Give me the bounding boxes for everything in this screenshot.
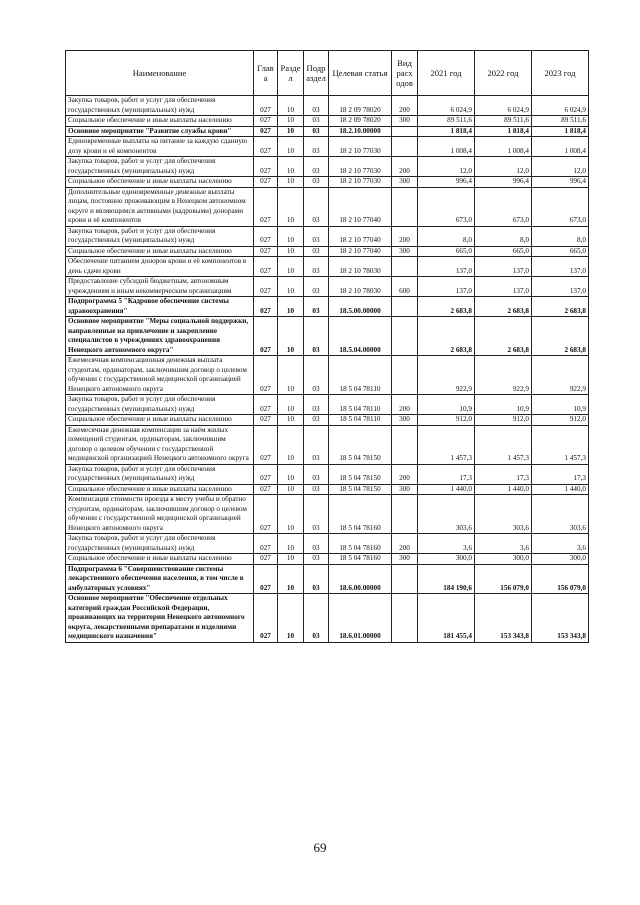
row-amount-2021-cell: 996,4: [418, 177, 475, 188]
row-glava-cell: 027: [254, 594, 278, 643]
row-amount-2022-cell: 2 683,8: [475, 317, 532, 356]
row-name-cell: Закупка товаров, работ и услуг для обеспечения государственных (муниципальных) нужд: [66, 157, 254, 177]
row-amount-2021-cell: 137,0: [418, 257, 475, 277]
row-podrazdel-cell: 03: [304, 484, 329, 495]
row-expense-type-cell: 200: [392, 395, 418, 415]
row-name-cell: Закупка товаров, работ и услуг для обеспечения государственных (муниципальных) нужд: [66, 226, 254, 246]
row-razdel-cell: 10: [278, 464, 304, 484]
row-target-article-cell: 18 2 10 77030: [329, 157, 392, 177]
row-target-article-cell: 18.2.10.00000: [329, 126, 392, 137]
row-podrazdel-cell: 03: [304, 177, 329, 188]
table-row: [66, 177, 589, 188]
row-razdel-cell: 10: [278, 554, 304, 565]
row-amount-2022-cell: 12,0: [475, 157, 532, 177]
row-amount-2021-cell: 665,0: [418, 246, 475, 257]
row-target-article-cell: 18 2 10 77040: [329, 246, 392, 257]
row-amount-2023-cell: 300,0: [532, 554, 589, 565]
row-amount-2021-cell: 303,6: [418, 495, 475, 534]
table-row: [66, 126, 589, 137]
row-target-article-cell: 18.6.00.00000: [329, 564, 392, 594]
row-razdel-cell: 10: [278, 564, 304, 594]
row-target-article-cell: 18 5 04 78160: [329, 495, 392, 534]
row-amount-2022-cell: 17,3: [475, 464, 532, 484]
row-name-cell: Социальное обеспечение и иные выплаты населению: [66, 246, 254, 257]
row-expense-type-cell: 300: [392, 246, 418, 257]
row-amount-2023-cell: 303,6: [532, 495, 589, 534]
row-target-article-cell: 18 2 10 78030: [329, 257, 392, 277]
budget-table-sheet: [65, 50, 588, 643]
row-glava-cell: 027: [254, 177, 278, 188]
row-amount-2022-cell: 912,0: [475, 415, 532, 426]
row-amount-2021-cell: 300,0: [418, 554, 475, 565]
row-razdel-cell: 10: [278, 257, 304, 277]
row-podrazdel-cell: 03: [304, 246, 329, 257]
row-razdel-cell: 10: [278, 484, 304, 495]
row-amount-2022-cell: 137,0: [475, 257, 532, 277]
table-row: [66, 534, 589, 554]
row-amount-2023-cell: 10,9: [532, 395, 589, 415]
row-glava-cell: 027: [254, 554, 278, 565]
row-razdel-cell: 10: [278, 297, 304, 317]
row-podrazdel-cell: 03: [304, 464, 329, 484]
row-expense-type-cell: 200: [392, 157, 418, 177]
row-glava-cell: 027: [254, 564, 278, 594]
row-target-article-cell: 18 5 04 78160: [329, 534, 392, 554]
row-razdel-cell: 10: [278, 594, 304, 643]
row-amount-2022-cell: 1 440,0: [475, 484, 532, 495]
row-glava-cell: 027: [254, 425, 278, 464]
row-amount-2021-cell: 1 457,3: [418, 425, 475, 464]
row-target-article-cell: 18 5 04 78150: [329, 425, 392, 464]
row-target-article-cell: 18.5.00.00000: [329, 297, 392, 317]
budget-table: [65, 50, 589, 643]
row-glava-cell: 027: [254, 157, 278, 177]
row-amount-2023-cell: 1 008,4: [532, 137, 589, 157]
row-amount-2021-cell: 673,0: [418, 187, 475, 226]
row-amount-2023-cell: 1 440,0: [532, 484, 589, 495]
row-expense-type-cell: 300: [392, 484, 418, 495]
row-amount-2023-cell: 2 683,8: [532, 317, 589, 356]
row-razdel-cell: 10: [278, 534, 304, 554]
row-expense-type-cell: [392, 564, 418, 594]
row-glava-cell: 027: [254, 137, 278, 157]
row-amount-2022-cell: 665,0: [475, 246, 532, 257]
table-row: [66, 137, 589, 157]
table-row: [66, 116, 589, 127]
row-name-cell: Социальное обеспечение и иные выплаты населению: [66, 177, 254, 188]
row-podrazdel-cell: 03: [304, 157, 329, 177]
header-glava: Глав а: [254, 51, 278, 96]
row-amount-2023-cell: 12,0: [532, 157, 589, 177]
row-target-article-cell: 18 5 04 78110: [329, 356, 392, 395]
row-amount-2021-cell: 17,3: [418, 464, 475, 484]
row-podrazdel-cell: 03: [304, 96, 329, 116]
row-amount-2023-cell: 8,0: [532, 226, 589, 246]
row-amount-2021-cell: 2 683,8: [418, 317, 475, 356]
row-razdel-cell: 10: [278, 226, 304, 246]
row-podrazdel-cell: 03: [304, 126, 329, 137]
row-amount-2021-cell: 12,0: [418, 157, 475, 177]
row-razdel-cell: 10: [278, 395, 304, 415]
row-podrazdel-cell: 03: [304, 564, 329, 594]
row-expense-type-cell: [392, 137, 418, 157]
header-year-2023: 2023 год: [532, 51, 589, 96]
row-podrazdel-cell: 03: [304, 425, 329, 464]
row-glava-cell: 027: [254, 356, 278, 395]
row-glava-cell: 027: [254, 495, 278, 534]
row-expense-type-cell: 200: [392, 96, 418, 116]
row-target-article-cell: 18 2 10 78030: [329, 277, 392, 297]
row-target-article-cell: 18.5.04.00000: [329, 317, 392, 356]
table-row: [66, 356, 589, 395]
row-glava-cell: 027: [254, 226, 278, 246]
row-target-article-cell: 18 5 04 78110: [329, 395, 392, 415]
row-name-cell: Закупка товаров, работ и услуг для обеспечения государственных (муниципальных) нужд: [66, 534, 254, 554]
row-name-cell: Предоставление субсидий бюджетным, автономным учреждениям и иным некоммерческим организациям: [66, 277, 254, 297]
header-year-2022: 2022 год: [475, 51, 532, 96]
row-name-cell: Единовременные выплаты на питание за каждую сданную дозу крови и её компонентов: [66, 137, 254, 157]
row-amount-2022-cell: 996,4: [475, 177, 532, 188]
row-amount-2021-cell: 1 440,0: [418, 484, 475, 495]
row-expense-type-cell: [392, 257, 418, 277]
row-glava-cell: 027: [254, 464, 278, 484]
row-glava-cell: 027: [254, 126, 278, 137]
page-number: 69: [313, 840, 327, 855]
table-row: [66, 495, 589, 534]
row-target-article-cell: 18 2 10 77040: [329, 226, 392, 246]
row-amount-2023-cell: 156 079,0: [532, 564, 589, 594]
row-expense-type-cell: [392, 297, 418, 317]
row-razdel-cell: 10: [278, 415, 304, 426]
row-podrazdel-cell: 03: [304, 297, 329, 317]
row-glava-cell: 027: [254, 96, 278, 116]
row-amount-2023-cell: 89 511,6: [532, 116, 589, 127]
row-target-article-cell: 18 2 10 77040: [329, 187, 392, 226]
row-amount-2022-cell: 1 457,3: [475, 425, 532, 464]
row-amount-2023-cell: 922,9: [532, 356, 589, 395]
row-razdel-cell: 10: [278, 187, 304, 226]
row-amount-2022-cell: 1 008,4: [475, 137, 532, 157]
row-amount-2023-cell: 665,0: [532, 246, 589, 257]
row-target-article-cell: 18 5 04 78160: [329, 554, 392, 565]
row-expense-type-cell: 200: [392, 226, 418, 246]
row-expense-type-cell: 300: [392, 116, 418, 127]
row-razdel-cell: 10: [278, 246, 304, 257]
row-glava-cell: 027: [254, 484, 278, 495]
row-amount-2021-cell: 2 683,8: [418, 297, 475, 317]
row-name-cell: Основное мероприятие "Меры социальной поддержки, направленные на привлечение и закрепление специалистов в учреждениях здравоохранения Ненецкого автономного округа": [66, 317, 254, 356]
row-razdel-cell: 10: [278, 425, 304, 464]
row-name-cell: Социальное обеспечение и иные выплаты населению: [66, 554, 254, 565]
row-amount-2022-cell: 137,0: [475, 277, 532, 297]
row-amount-2021-cell: 912,0: [418, 415, 475, 426]
header-name: Наименование: [66, 51, 254, 96]
row-razdel-cell: 10: [278, 317, 304, 356]
row-glava-cell: 027: [254, 395, 278, 415]
row-amount-2023-cell: 137,0: [532, 257, 589, 277]
row-amount-2023-cell: 1 818,4: [532, 126, 589, 137]
row-podrazdel-cell: 03: [304, 395, 329, 415]
row-amount-2023-cell: 6 024,9: [532, 96, 589, 116]
row-razdel-cell: 10: [278, 126, 304, 137]
row-amount-2022-cell: 673,0: [475, 187, 532, 226]
row-podrazdel-cell: 03: [304, 317, 329, 356]
row-expense-type-cell: [392, 187, 418, 226]
row-name-cell: Подпрограмма 6 "Совершенствование системы лекарственного обеспечения населения, в том числе в амбулаторных условиях": [66, 564, 254, 594]
table-row: [66, 157, 589, 177]
row-amount-2022-cell: 1 818,4: [475, 126, 532, 137]
table-row: [66, 484, 589, 495]
row-amount-2021-cell: 1 818,4: [418, 126, 475, 137]
table-row: [66, 425, 589, 464]
row-glava-cell: 027: [254, 246, 278, 257]
row-amount-2022-cell: 156 079,0: [475, 564, 532, 594]
table-row: [66, 277, 589, 297]
row-expense-type-cell: [392, 425, 418, 464]
header-podrazdel: Подр аздел: [304, 51, 329, 96]
row-amount-2023-cell: 3,6: [532, 534, 589, 554]
row-name-cell: Закупка товаров, работ и услуг для обеспечения государственных (муниципальных) нужд: [66, 395, 254, 415]
table-row: [66, 594, 589, 643]
row-amount-2021-cell: 922,9: [418, 356, 475, 395]
table-row: [66, 415, 589, 426]
row-razdel-cell: 10: [278, 177, 304, 188]
row-amount-2021-cell: 6 024,9: [418, 96, 475, 116]
row-expense-type-cell: 200: [392, 464, 418, 484]
row-name-cell: Дополнительные единовременные денежные выплаты лицам, постоянно проживающим в Ненецком автономном округе и являющимся активными (кадровыми) донорами крови и её компонентов: [66, 187, 254, 226]
row-podrazdel-cell: 03: [304, 257, 329, 277]
row-razdel-cell: 10: [278, 137, 304, 157]
row-amount-2021-cell: 181 455,4: [418, 594, 475, 643]
row-amount-2023-cell: 137,0: [532, 277, 589, 297]
row-glava-cell: 027: [254, 297, 278, 317]
table-header-row: [66, 51, 589, 96]
row-amount-2022-cell: 300,0: [475, 554, 532, 565]
row-amount-2022-cell: 10,9: [475, 395, 532, 415]
row-razdel-cell: 10: [278, 356, 304, 395]
row-podrazdel-cell: 03: [304, 356, 329, 395]
row-amount-2022-cell: 2 683,8: [475, 297, 532, 317]
row-amount-2023-cell: 2 683,8: [532, 297, 589, 317]
row-amount-2023-cell: 17,3: [532, 464, 589, 484]
row-glava-cell: 027: [254, 534, 278, 554]
table-row: [66, 257, 589, 277]
row-podrazdel-cell: 03: [304, 554, 329, 565]
row-expense-type-cell: [392, 356, 418, 395]
row-podrazdel-cell: 03: [304, 187, 329, 226]
row-target-article-cell: 18 5 04 78150: [329, 464, 392, 484]
row-podrazdel-cell: 03: [304, 137, 329, 157]
row-amount-2022-cell: 303,6: [475, 495, 532, 534]
row-name-cell: Основное мероприятие "Обеспечение отдельных категорий граждан Российской Федерации, проживающих на территории Ненецкого автономного округа, лекарственными препаратами и изделиями медицинского назначения": [66, 594, 254, 643]
row-podrazdel-cell: 03: [304, 116, 329, 127]
row-target-article-cell: 18 2 10 77030: [329, 137, 392, 157]
row-expense-type-cell: [392, 594, 418, 643]
row-razdel-cell: 10: [278, 96, 304, 116]
row-expense-type-cell: 300: [392, 177, 418, 188]
row-amount-2021-cell: 3,6: [418, 534, 475, 554]
row-name-cell: Социальное обеспечение и иные выплаты населению: [66, 116, 254, 127]
header-target-article: Целевая статья: [329, 51, 392, 96]
row-amount-2021-cell: 89 511,6: [418, 116, 475, 127]
row-amount-2022-cell: 3,6: [475, 534, 532, 554]
row-name-cell: Компенсация стоимости проезда к месту учебы и обратно студентам, ординаторам, заключившим договор о целевом обучении с государственной медицинской организацией Ненецкого автономного округа: [66, 495, 254, 534]
table-row: [66, 96, 589, 116]
row-amount-2021-cell: 8,0: [418, 226, 475, 246]
row-glava-cell: 027: [254, 317, 278, 356]
row-amount-2022-cell: 89 511,6: [475, 116, 532, 127]
row-expense-type-cell: 200: [392, 534, 418, 554]
row-amount-2022-cell: 8,0: [475, 226, 532, 246]
row-amount-2021-cell: 1 008,4: [418, 137, 475, 157]
row-name-cell: Ежемесячная компенсационная денежная выплата студентам, ординаторам, заключившим договор о целевом обучении с государственной медицинской организацией Ненецкого автономного округа: [66, 356, 254, 395]
row-name-cell: Социальное обеспечение и иные выплаты населению: [66, 415, 254, 426]
row-target-article-cell: 18 2 09 78020: [329, 96, 392, 116]
row-expense-type-cell: [392, 126, 418, 137]
table-row: [66, 395, 589, 415]
row-amount-2023-cell: 673,0: [532, 187, 589, 226]
row-podrazdel-cell: 03: [304, 495, 329, 534]
row-podrazdel-cell: 03: [304, 415, 329, 426]
row-razdel-cell: 10: [278, 277, 304, 297]
table-row: [66, 564, 589, 594]
row-glava-cell: 027: [254, 116, 278, 127]
row-glava-cell: 027: [254, 257, 278, 277]
row-amount-2023-cell: 153 343,8: [532, 594, 589, 643]
table-row: [66, 554, 589, 565]
row-podrazdel-cell: 03: [304, 277, 329, 297]
row-amount-2022-cell: 922,9: [475, 356, 532, 395]
row-glava-cell: 027: [254, 415, 278, 426]
table-row: [66, 187, 589, 226]
row-name-cell: Подпрограмма 5 "Кадровое обеспечение системы здравоохранения": [66, 297, 254, 317]
row-razdel-cell: 10: [278, 157, 304, 177]
row-expense-type-cell: 300: [392, 415, 418, 426]
row-expense-type-cell: 300: [392, 554, 418, 565]
row-amount-2022-cell: 6 024,9: [475, 96, 532, 116]
row-target-article-cell: 18.6.01.00000: [329, 594, 392, 643]
table-row: [66, 246, 589, 257]
row-name-cell: Обеспечение питанием доноров крови и её компонентов в день сдачи крови: [66, 257, 254, 277]
row-name-cell: Социальное обеспечение и иные выплаты населению: [66, 484, 254, 495]
row-glava-cell: 027: [254, 187, 278, 226]
row-expense-type-cell: 600: [392, 277, 418, 297]
row-amount-2021-cell: 137,0: [418, 277, 475, 297]
row-name-cell: Закупка товаров, работ и услуг для обеспечения государственных (муниципальных) нужд: [66, 464, 254, 484]
row-target-article-cell: 18 5 04 78150: [329, 484, 392, 495]
row-expense-type-cell: [392, 317, 418, 356]
row-glava-cell: 027: [254, 277, 278, 297]
row-podrazdel-cell: 03: [304, 226, 329, 246]
table-row: [66, 464, 589, 484]
row-podrazdel-cell: 03: [304, 594, 329, 643]
header-expense-type: Вид расх одов: [392, 51, 418, 96]
row-target-article-cell: 18 5 04 78110: [329, 415, 392, 426]
row-razdel-cell: 10: [278, 495, 304, 534]
row-amount-2023-cell: 1 457,3: [532, 425, 589, 464]
row-podrazdel-cell: 03: [304, 534, 329, 554]
header-year-2021: 2021 год: [418, 51, 475, 96]
row-target-article-cell: 18 2 10 77030: [329, 177, 392, 188]
header-razdel: Разде л: [278, 51, 304, 96]
row-name-cell: Закупка товаров, работ и услуг для обеспечения государственных (муниципальных) нужд: [66, 96, 254, 116]
row-razdel-cell: 10: [278, 116, 304, 127]
row-expense-type-cell: [392, 495, 418, 534]
row-name-cell: Основное мероприятие "Развитие службы крови": [66, 126, 254, 137]
table-row: [66, 317, 589, 356]
row-name-cell: Ежемесячная денежная компенсация за наём жилых помещений студентам, ординаторам, заключившим договор о целевом обучении с государственной медицинской организацией Ненецкого автономного округа: [66, 425, 254, 464]
row-amount-2022-cell: 153 343,8: [475, 594, 532, 643]
row-amount-2023-cell: 912,0: [532, 415, 589, 426]
table-row: [66, 297, 589, 317]
row-amount-2023-cell: 996,4: [532, 177, 589, 188]
row-amount-2021-cell: 10,9: [418, 395, 475, 415]
row-target-article-cell: 18 2 09 78020: [329, 116, 392, 127]
row-amount-2021-cell: 184 190,6: [418, 564, 475, 594]
table-row: [66, 226, 589, 246]
